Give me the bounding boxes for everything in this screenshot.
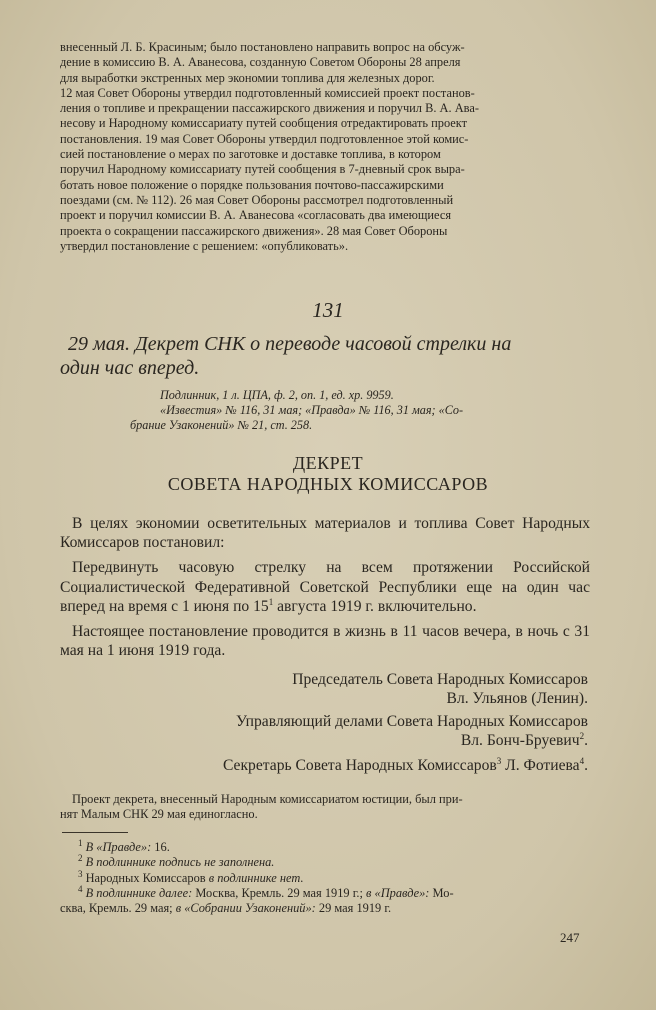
- document-title-line: один час вперед.: [60, 357, 200, 379]
- footnote-number: 3: [78, 868, 83, 879]
- intro-line: внесенный Л. Б. Красиным; было постановлено направить вопрос на обсуж-: [60, 40, 465, 54]
- signature-chairman: [60, 670, 588, 708]
- footnote-text: В подлиннике подпись не заполнена.: [85, 855, 275, 870]
- intro-line: для выработки экстренных мер экономии топлива для железных дорог.: [60, 70, 435, 85]
- footnote-3: [60, 868, 590, 886]
- intro-line: проекта о сокращении пассажирского движения». 28 мая Совет Обороны: [60, 223, 448, 238]
- footnote-text: В «Правде»:: [85, 840, 152, 854]
- intro-line: сией постановление о мерах по заготовке и доставке топлива, в котором: [60, 147, 441, 162]
- document-number: 131: [312, 298, 344, 322]
- intro-line: дение в комиссию В. А. Аванесова, созданную Советом Обороны 28 апреля: [60, 55, 461, 70]
- footnote-divider: [62, 832, 128, 833]
- decree-paragraph: В целях экономии осветительных материалов и топлива Совет Народных Комиссаров постановил:: [60, 515, 590, 552]
- note-line: нят Малым СНК 29 мая единогласно.: [60, 807, 258, 822]
- signature-title: Секретарь Совета Народных Комиссаров: [222, 757, 497, 774]
- footnote-ref: 2: [579, 731, 585, 742]
- signature-secretary: [60, 756, 588, 775]
- footnote-ref: 4: [579, 755, 585, 766]
- signature-title: Председатель Совета Народных Комиссаров: [292, 671, 588, 688]
- decree-paragraph: [60, 558, 590, 616]
- source-line: «Известия» № 116, 31 мая; «Правда» № 116, 31 мая; «Со-: [160, 403, 464, 417]
- decree-text: августа 1919 г. включительно.: [273, 597, 477, 615]
- footnote-text: Москва, Кремль. 29 мая 1919 г.;: [192, 885, 363, 900]
- decree-paragraph: Настоящее постановление проводится в жизнь в 11 часов вечера, в ночь с 31 мая на 1 июня 1919 года.: [60, 623, 590, 660]
- footnote-number: 2: [78, 853, 83, 864]
- footnote-text: Мо-: [429, 885, 454, 900]
- punctuation: .: [584, 732, 588, 750]
- footnote-ref: 1: [268, 596, 274, 607]
- footnote-number: 1: [78, 837, 83, 848]
- footnote-text: 29 мая 1919 г.: [315, 901, 392, 916]
- intro-line: проект и поручил комиссии В. А. Аванесова «согласовать два имеющиеся: [60, 208, 452, 223]
- decree-heading: ДЕКРЕТ: [292, 453, 364, 473]
- signature-title: Управляющий делами Совета Народных Комиссаров: [235, 713, 588, 730]
- footnote-text: Народных Комиссаров: [85, 870, 206, 885]
- source-line: Подлинник, 1 л. ЦПА, ф. 2, оп. 1, ед. хр. 9959.: [160, 388, 394, 402]
- editorial-note: [60, 792, 590, 823]
- decree-text: Передвинуть часовую стрелку на всем протяжении Российской Социалистической Федеративной Советской Республики еще на один час вперед на время с 1 июня по 15: [60, 559, 590, 615]
- footnote-ref: 3: [496, 755, 502, 766]
- signature-manager: [60, 712, 588, 750]
- intro-line: ления о топливе и прекращении пассажирского движения и поручил В. А. Ава-: [60, 101, 479, 116]
- footnote-text: сква, Кремль. 29 мая;: [60, 901, 173, 916]
- signature-name: Л. Фотиева: [501, 757, 580, 774]
- footnote-text: В подлиннике далее:: [85, 885, 193, 900]
- footnote-1: [60, 837, 590, 855]
- footnote-text: 16.: [151, 840, 170, 854]
- footnote-4-continued: [60, 901, 590, 916]
- footnote-number: 4: [78, 883, 83, 894]
- footnote-text: в подлиннике нет.: [205, 870, 304, 885]
- decree-subheading: СОВЕТА НАРОДНЫХ КОМИССАРОВ: [167, 474, 489, 494]
- footnote-text: в «Собрании Узаконений»:: [172, 901, 316, 916]
- document-title: [60, 332, 590, 380]
- page-number: 247: [560, 930, 580, 945]
- intro-line: поездами (см. № 112). 26 мая Совет Обороны рассмотрел подготовленный: [60, 192, 454, 207]
- intro-line: несову и Народному комиссариату путей сообщения отредактировать проект: [60, 116, 468, 131]
- decree-body: [60, 514, 590, 666]
- intro-line: поручил Народному комиссариату путей сообщения в 7-дневный срок выра-: [60, 162, 465, 177]
- source-reference: [130, 388, 590, 433]
- signature-name: Вл. Ульянов (Ленин).: [446, 690, 588, 708]
- document-title-line: 29 мая. Декрет СНК о переводе часовой стрелки на: [68, 333, 512, 355]
- footnotes: [60, 837, 590, 916]
- signature-name: Вл. Бонч-Бруевич: [460, 732, 580, 750]
- intro-line: ботать новое положение о порядке пользования почтово-пассажирскими: [60, 177, 444, 192]
- punctuation: .: [584, 757, 588, 774]
- footnote-text: в «Правде»:: [362, 885, 430, 900]
- source-line: брание Узаконений» № 21, ст. 258.: [130, 418, 313, 432]
- signature-name-line: [60, 731, 588, 750]
- note-line: Проект декрета, внесенный Народным комиссариатом юстиции, был при-: [72, 792, 463, 806]
- intro-line: утвердил постановление с решением: «опубликовать».: [60, 238, 349, 253]
- footnote-2: [60, 855, 590, 870]
- intro-line: 12 мая Совет Обороны утвердил подготовленный комиссией проект постанов-: [60, 85, 475, 100]
- footnote-4: [60, 883, 590, 901]
- intro-paragraph: [60, 40, 590, 254]
- intro-line: постановления. 19 мая Совет Обороны утвердил подготовленное этой комис-: [60, 131, 469, 146]
